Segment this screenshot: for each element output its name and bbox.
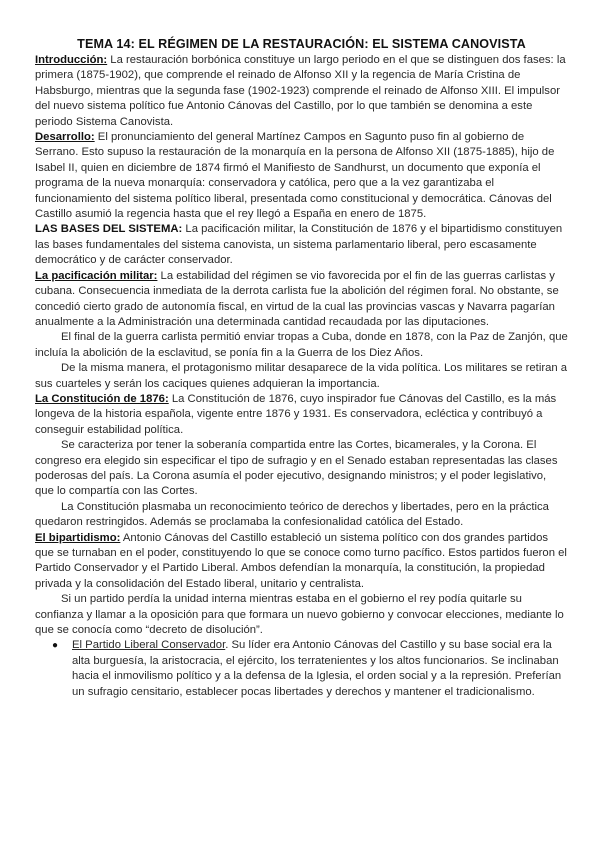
bullet-icon: ● xyxy=(52,640,59,652)
intro-text: La restauración borbónica constituye un largo periodo en el que se distinguen dos fases: la primera (1875-1902), que comprende el reinado de Alfonso XII y la regencia de María Cristina de Habsburgo, mientras que la segunda fase (1902-1923) comprende el reinado de Alfonso XIII. El impulsor del nuevo sistema político fue Antonio Cánovas del Castillo, por lo que también se denomina a este periodo Sistema Canovista. xyxy=(35,54,566,128)
desarrollo-label: Desarrollo: xyxy=(35,131,95,144)
bases-text: La pacificación militar, la Constitución de 1876 y el bipartidismo constituyen las bases fundamentales del sistema canovista, un sistema parlamentario liberal, pero escasamente democrático y de carácter conservador. xyxy=(35,223,563,267)
bases-label: LAS BASES DEL SISTEMA: xyxy=(35,223,183,236)
party-label: El Partido Liberal Conservador xyxy=(72,639,226,652)
pacificacion-paragraph-3: De la misma manera, el protagonismo militar desaparece de la vida política. Los militares se retiran a sus cuarteles y serán los caciques quienes adquieran la importancia. xyxy=(35,362,568,390)
pacificacion-paragraph xyxy=(35,269,568,331)
list-item xyxy=(52,638,568,700)
pacificacion-text: La estabilidad del régimen se vio favorecida por el fin de las guerras carlistas y cubana. Consecuencia inmediata de la derrota carlista fue la abolición del régimen foral. No obstante, se concedió cierto grado de autonomía fiscal, en virtud de la cual las provincias vascas y Navarra pagarían anualmente a la Administración una determinada cantidad recaudada por las diputaciones. xyxy=(35,269,559,328)
bases-paragraph xyxy=(35,222,568,268)
intro-label: Introducción: xyxy=(35,54,108,66)
desarrollo-text: El pronunciamiento del general Martínez Campos en Sagunto puso fin al gobierno de Serrano. Esto supuso la restauración de la monarquía en la persona de Alfonso XII (1875-1885), hijo de Isabel II, quien en diciembre de 1874 firmó el Manifiesto de Sandhurst, un documento que exponía el programa de la nueva monarquía: conservadora y católica, pero que a la vez garantizaba el funcionamiento del sistema político liberal, presentada como constitucional y democrática. Cánovas del Castillo asumió la regencia hasta que el rey llegó a España en enero de 1875. xyxy=(35,131,555,221)
bipartidismo-paragraph-2: Si un partido perdía la unidad interna mientras estaba en el gobierno el rey podía quitarle su confianza y llamar a la oposición para que formara un nuevo gobierno y convocar elecciones, mediante lo que se conocía como “decreto de disolución”. xyxy=(35,593,564,637)
pacificacion-paragraph-2: El final de la guerra carlista permitió enviar tropas a Cuba, donde en 1878, con la Paz de Zanjón, que incluía la abolición de la esclavitud, se ponía fin a la Guerra de los Diez Años. xyxy=(35,331,568,359)
constitucion-text: La Constitución de 1876, cuyo inspirador fue Cánovas del Castillo, es la más longeva de la historia española, vigente entre 1876 y 1931. Es conservadora, ecléctica y contribuyó a conseguir estabilidad política. xyxy=(35,392,557,436)
party-list xyxy=(35,638,568,700)
bipartidismo-text: Antonio Cánovas del Castillo estableció un sistema político con dos grandes partidos que se turnaban en el poder, constituyendo lo que se conoce como turno pacífico. Estos partidos fueron el Partido Conservador y el Partido Liberal. Ambos defendían la monarquía, la constitución, la propiedad privada y la consolidación del Estado liberal, unitario y centralista. xyxy=(35,531,567,590)
constitucion-paragraph xyxy=(35,392,568,438)
bipartidismo-label: El bipartidismo: xyxy=(35,531,121,544)
constitucion-paragraph-2: Se caracteriza por tener la soberanía compartida entre las Cortes, bicamerales, y la Corona. El congreso era elegido sin especificar el tipo de sufragio y en el Senado estaban representadas las clases poderosas del país. La Corona asumía el poder ejecutivo, designando ministros; y el poder legislativo, que lo compartía con las Cortes. xyxy=(35,439,558,498)
constitucion-label: La Constitución de 1876: xyxy=(35,392,169,405)
party-text: . Su líder era Antonio Cánovas del Castillo y su base social era la alta burguesía, la aristocracia, el ejército, los terratenientes y los altos funcionarios. Se inclinaban hacia el inmovilismo político y a la defensa de la Iglesia, el orden social y a la represión. Preferían un sufragio censitario, establecer pocas libertades y derechos y mantener el tradicionalismo. xyxy=(72,639,562,698)
bipartidismo-paragraph xyxy=(35,531,568,593)
intro-paragraph xyxy=(35,53,568,130)
constitucion-paragraph-3: La Constitución plasmaba un reconocimiento teórico de derechos y libertades, pero en la práctica quedaron restringidos. Además se proclamaba la confesionalidad católica del Estado. xyxy=(35,500,549,529)
page-title: TEMA 14: EL RÉGIMEN DE LA RESTAURACIÓN: EL SISTEMA CANOVISTA xyxy=(77,37,526,51)
desarrollo-paragraph xyxy=(35,130,568,222)
pacificacion-label: La pacificación militar: xyxy=(35,269,158,282)
